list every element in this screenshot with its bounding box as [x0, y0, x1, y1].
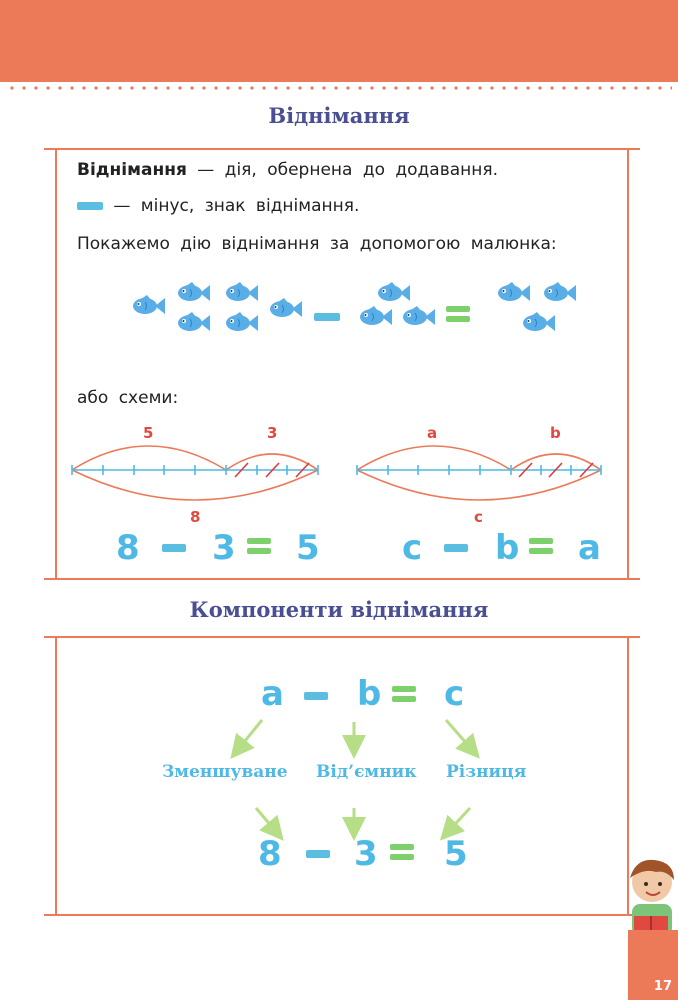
top-eq-term-1: a [261, 674, 284, 714]
eq-right-term-2: b [495, 528, 520, 568]
top-eq-term-2: b [357, 674, 382, 714]
fish-icon [403, 306, 435, 325]
label-subtrahend: Від’ємник [316, 762, 417, 782]
fish-icon [498, 282, 530, 301]
minus-line [77, 196, 359, 216]
eq-left-term-3: 5 [296, 528, 320, 568]
eq-left-term-1: 8 [116, 528, 140, 568]
label-minuend: Зменшуване [162, 762, 288, 782]
section-title-components: Компоненти віднімання [189, 597, 489, 622]
bottom-eq-term-1: 8 [258, 834, 282, 874]
or-schemes-text: або схеми: [77, 388, 179, 408]
scheme-left-bottom: 8 [190, 508, 201, 526]
minus-sign-icon [304, 847, 334, 861]
scheme-right-top-right: b [550, 424, 561, 442]
section-title-subtraction: Віднімання [268, 103, 410, 128]
minus-sign-icon [77, 202, 103, 210]
minus-sign-icon [442, 541, 472, 555]
fish-icon [544, 282, 576, 301]
top-eq-term-3: c [444, 674, 465, 714]
equals-sign-icon [388, 842, 418, 864]
definition-line [77, 160, 498, 180]
fish-icon [523, 312, 555, 331]
bottom-eq-term-2: 3 [354, 834, 378, 874]
show-text: Покажемо дію віднімання за допомогою малюнка: [77, 234, 557, 254]
bottom-eq-term-3: 5 [444, 834, 468, 874]
definition-text: — дія, обернена до додавання. [197, 160, 499, 180]
segment-schemes [0, 430, 678, 520]
scheme-right-top-left: a [427, 424, 438, 442]
component-arrows [0, 700, 678, 890]
page-number: 17 [628, 930, 678, 1000]
definition-term: Віднімання [77, 160, 187, 180]
fish-icon [360, 306, 392, 325]
minus-sign-icon [160, 541, 190, 555]
minus-description: — мінус, знак віднімання. [113, 196, 360, 216]
eq-right-term-1: c [402, 528, 423, 568]
dotted-border [6, 86, 672, 90]
fish-icon [226, 312, 258, 331]
minus-sign-icon [314, 313, 340, 321]
fish-icon [178, 282, 210, 301]
equals-sign-icon [527, 536, 557, 558]
eq-right-term-3: a [578, 528, 601, 568]
label-difference: Різниця [446, 762, 527, 782]
equals-sign-icon [245, 536, 275, 558]
scheme-left-top-right: 3 [267, 424, 278, 442]
scheme-left-top-left: 5 [143, 424, 154, 442]
fish-icon [226, 282, 258, 301]
fish-icon [133, 295, 165, 314]
equals-sign-icon [446, 306, 470, 312]
fish-icon [270, 298, 302, 317]
fish-icon [178, 312, 210, 331]
top-band [0, 0, 678, 82]
scheme-right-bottom: c [474, 508, 483, 526]
eq-left-term-2: 3 [212, 528, 236, 568]
fish-icon [378, 282, 410, 301]
fish-picture [0, 276, 678, 356]
